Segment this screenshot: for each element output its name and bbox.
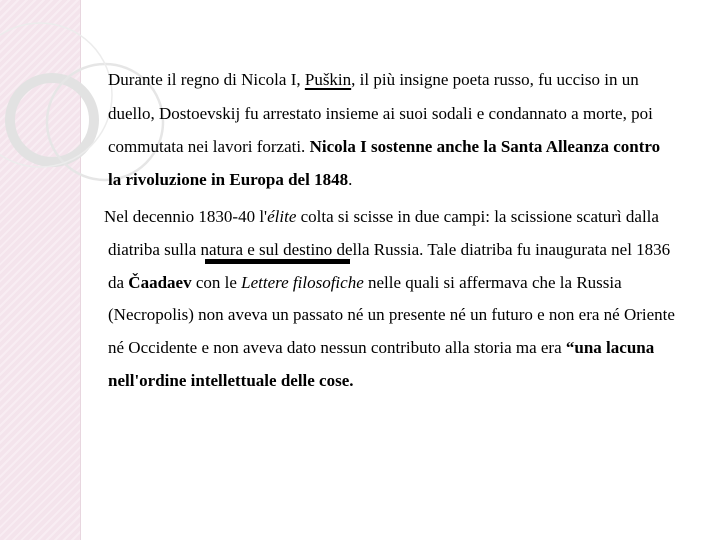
paragraph-2-line-1 — [104, 207, 659, 227]
text-span: Nel decennio 1830-40 l' — [104, 207, 268, 226]
paragraph-1-line-1 — [108, 70, 639, 90]
text-span: Durante il regno di Nicola I, — [108, 70, 305, 89]
bold-text: Čaadaev — [128, 273, 192, 292]
bold-text: Nicola I sostenne anche la Santa Alleanza contro — [309, 137, 661, 156]
paragraph-2-line-5 — [108, 338, 654, 358]
bold-text: nell'ordine intellettuale delle cose. — [108, 371, 354, 390]
pushkin-name: Puškin — [304, 70, 352, 89]
text-span: né Occidente e non aveva dato nessun contributo alla storia ma era — [108, 338, 566, 357]
paragraph-2-line-4 — [108, 305, 675, 325]
text-span: duello, Dostoevskij fu arrestato insieme ai suoi sodali e condannato a morte, poi — [108, 104, 653, 123]
bold-text: “una lacuna — [565, 338, 655, 357]
text-span: da — [108, 273, 129, 292]
text-span: (Necropolis) non aveva un passato né un presente né un futuro e non era né Oriente — [108, 305, 675, 324]
text-span: commutata nei lavori forzati. — [108, 137, 310, 156]
underlined-phrase: natura e sul destino — [200, 240, 333, 259]
paragraph-1-line-3 — [108, 137, 660, 157]
underline-bar — [205, 259, 350, 264]
text-span: . — [348, 170, 353, 189]
text-span: diatriba sulla — [108, 240, 201, 259]
paragraph-1-line-2 — [108, 104, 653, 124]
italic-text: Lettere filosofiche — [241, 273, 364, 292]
text-span: con le — [191, 273, 242, 292]
italic-text: élite — [267, 207, 297, 226]
paragraph-1-line-4 — [108, 170, 352, 190]
paragraph-2-line-3 — [108, 273, 622, 293]
text-span: nelle quali si affermava che la Russia — [363, 273, 622, 292]
bold-text: la rivoluzione in Europa del 1848 — [108, 170, 349, 189]
text-span: , il più insigne poeta russo, fu ucciso in un — [351, 70, 639, 89]
paragraph-2-line-2 — [108, 240, 670, 260]
text-span: della Russia. Tale diatriba fu inaugurata nel 1836 — [332, 240, 671, 259]
paragraph-2-line-6 — [108, 371, 354, 391]
text-span: colta si scisse in due campi: la scissione scaturì dalla — [296, 207, 659, 226]
